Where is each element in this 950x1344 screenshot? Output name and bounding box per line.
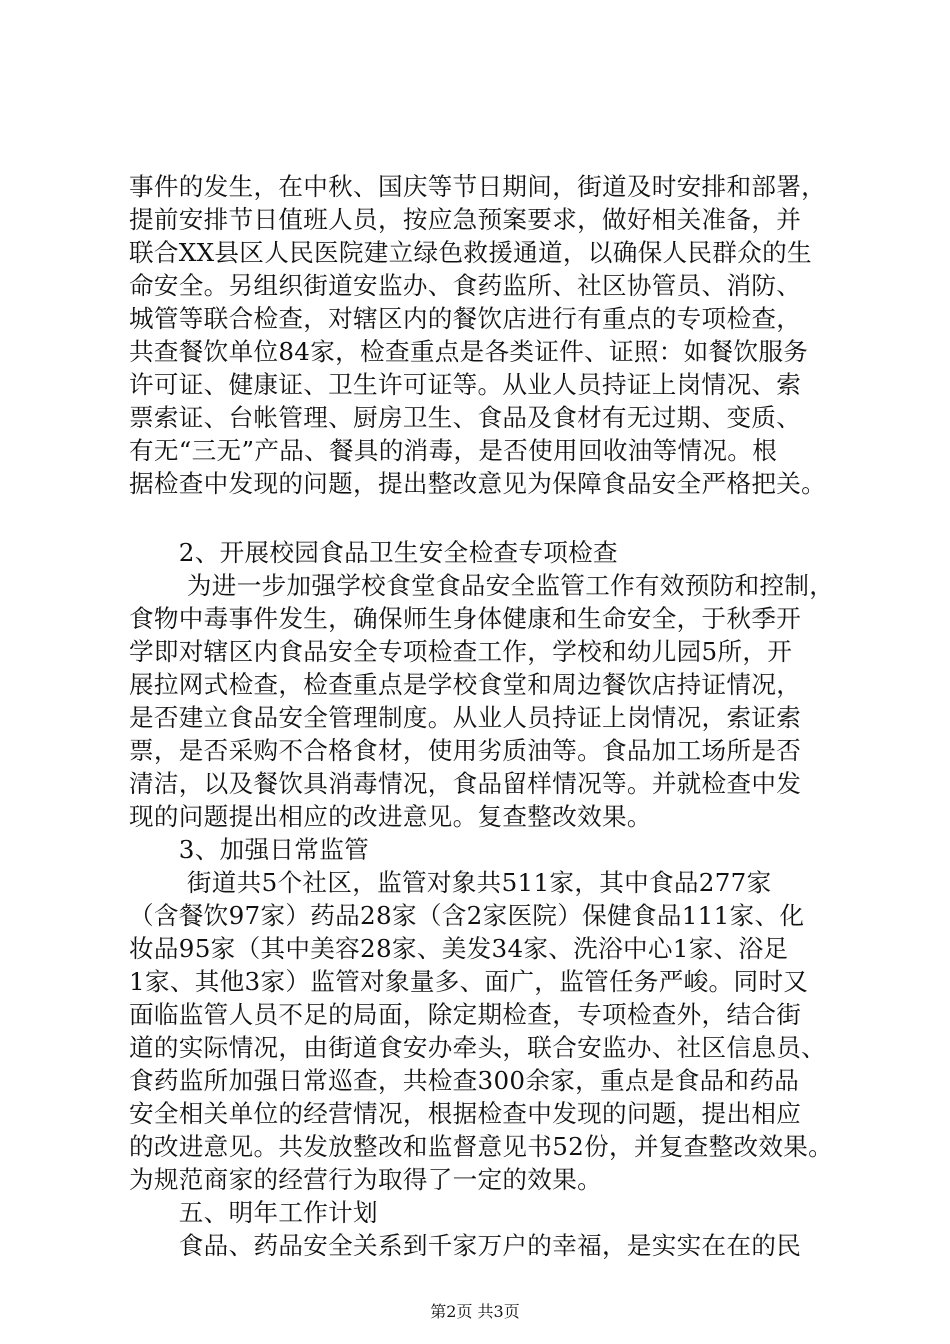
text-line: 五、明年工作计划: [129, 1198, 378, 1227]
text-line: 道的实际情况，由街道食安办牵头，联合安监办、社区信息员、: [129, 1033, 827, 1062]
text-line: 命安全。另组织街道安监办、食药监所、社区协管员、消防、: [129, 271, 802, 300]
text-line: 食物中毒事件发生，确保师生身体健康和生命安全，于秋季开: [129, 604, 802, 633]
text-line: 的改进意见。共发放整改和监督意见书52份，并复查整改效果。: [129, 1132, 834, 1161]
text-line: 2、开展校园食品卫生安全检查专项检查: [129, 538, 618, 567]
text-line: 街道共5个社区，监管对象共511家，其中食品277家: [129, 868, 772, 897]
text-line: 城管等联合检查，对辖区内的餐饮店进行有重点的专项检查，: [129, 304, 802, 333]
text-line: 是否建立食品安全管理制度。从业人员持证上岗情况，索证索: [129, 703, 802, 732]
text-line: 妆品95家（其中美容28家、美发34家、洗浴中心1家、浴足: [129, 934, 789, 963]
text-line: （含餐饮97家）药品28家（含2家医院）保健食品111家、化: [129, 901, 805, 930]
text-line: 有无“三无”产品、餐具的消毒，是否使用回收油等情况。根: [129, 436, 778, 465]
text-line: 提前安排节日值班人员，按应急预案要求，做好相关准备，并: [129, 205, 802, 234]
text-line: 联合XX县区人民医院建立绿色救援通道，以确保人民群众的生: [129, 238, 812, 267]
paragraph-sections: [129, 536, 839, 1262]
text-line: 清洁，以及餐饮具消毒情况，食品留样情况等。并就检查中发: [129, 769, 802, 798]
text-line: 食品、药品安全关系到千家万户的幸福，是实实在在的民: [129, 1231, 802, 1260]
text-line: 1家、其他3家）监管对象量多、面广，监管任务严峻。同时又: [129, 967, 809, 996]
text-line: 票索证、台帐管理、厨房卫生、食品及食材有无过期、变质、: [129, 403, 802, 432]
text-line: 食药监所加强日常巡查，共检查300余家，重点是食品和药品: [129, 1066, 800, 1095]
text-line: 许可证、健康证、卫生许可证等。从业人员持证上岗情况、索: [129, 370, 802, 399]
document-body: [129, 170, 839, 1262]
page-footer: 第2页 共3页: [430, 1302, 520, 1321]
paragraph-gap: [129, 500, 839, 536]
text-line: 为规范商家的经营行为取得了一定的效果。: [129, 1165, 602, 1194]
text-line: 为进一步加强学校食堂食品安全监管工作有效预防和控制，: [129, 571, 835, 600]
text-line: 3、加强日常监管: [129, 835, 369, 864]
text-line: 学即对辖区内食品安全专项检查工作，学校和幼儿园5所，开: [129, 637, 793, 666]
text-line: 事件的发生，在中秋、国庆等节日期间，街道及时安排和部署，: [129, 172, 827, 201]
text-line: 现的问题提出相应的改进意见。复查整改效果。: [129, 802, 652, 831]
text-line: 展拉网式检查，检查重点是学校食堂和周边餐饮店持证情况，: [129, 670, 802, 699]
text-line: 共查餐饮单位84家，检查重点是各类证件、证照：如餐饮服务: [129, 337, 809, 366]
paragraph-continuation: [129, 170, 839, 500]
text-line: 安全相关单位的经营情况，根据检查中发现的问题，提出相应: [129, 1099, 802, 1128]
text-line: 据检查中发现的问题，提出整改意见为保障食品安全严格把关。: [129, 469, 827, 498]
text-line: 票，是否采购不合格食材，使用劣质油等。食品加工场所是否: [129, 736, 802, 765]
text-line: 面临监管人员不足的局面，除定期检查，专项检查外，结合街: [129, 1000, 802, 1029]
